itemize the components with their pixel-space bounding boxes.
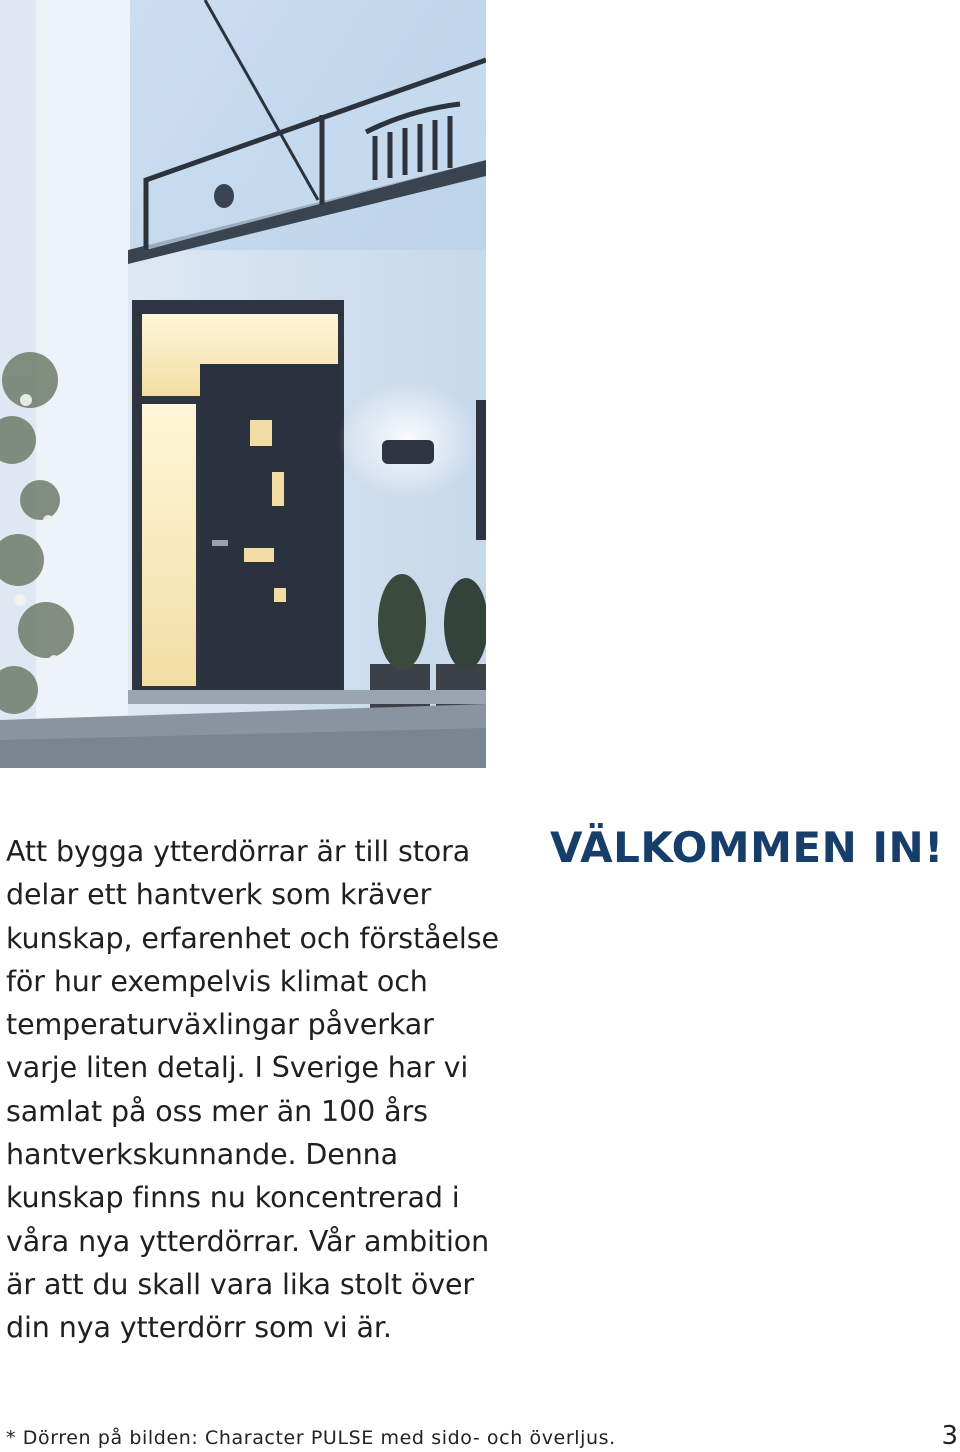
page-heading: VÄLKOMMEN IN! [550,823,944,872]
front-door-photo [0,0,486,768]
page-number: 3 [941,1421,958,1451]
photo-caption-footnote: * Dörren på bilden: Character PULSE med sido- och överljus. [6,1427,616,1449]
intro-paragraph: Att bygga ytterdörrar är till stora delar ett hantverk som kräver kunskap, erfarenhet och förståelse för hur exempelvis klimat och temperaturväxlingar påverkar varje liten detalj. I Sverige har vi samlat på oss mer än 100 års hantverkskunnande. Denna kunskap finns nu koncentrerad i våra nya ytterdörrar. Vår ambition är att du skall vara lika stolt över din nya ytterdörr som vi är. [6,835,499,1345]
